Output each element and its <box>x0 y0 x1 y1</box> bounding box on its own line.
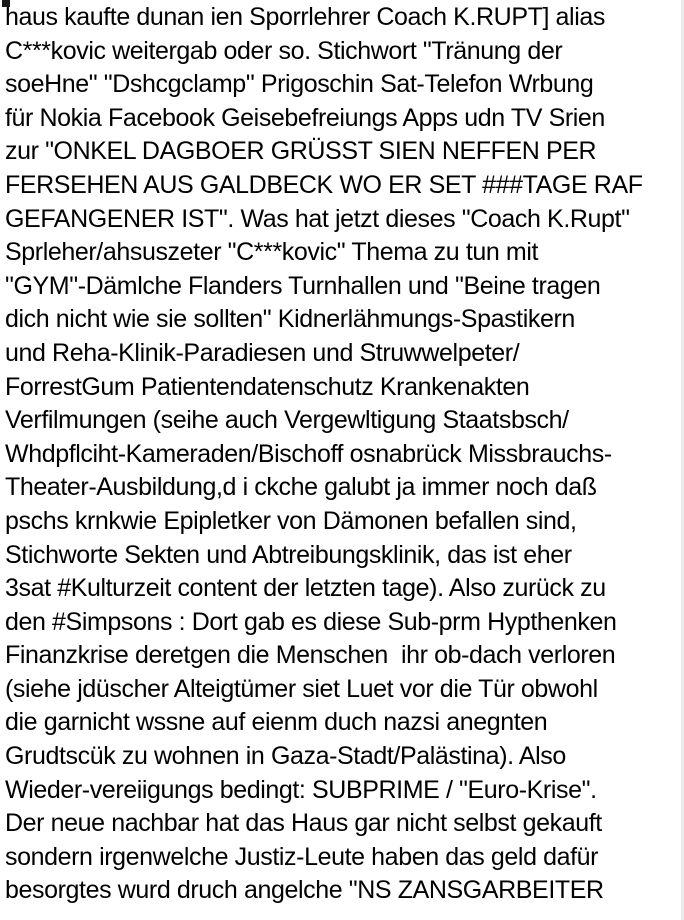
text-line: pschs krnkwie Epipletker von Dämonen befallen sind, <box>5 506 577 535</box>
text-line: Der neue nachbar hat das Haus gar nicht selbst gekauft <box>5 809 602 838</box>
text-line: Stichworte Sekten und Abtreibungsklinik, das ist eher <box>5 540 572 569</box>
text-line: (siehe jdüscher Alteigtümer siet Luet vor die Tür obwohl <box>5 674 598 703</box>
text-line: Whdpflciht-Kameraden/Bischoff osnabrück Missbrauchs- <box>5 439 612 468</box>
text-line: Grudtscük zu wohnen in Gaza-Stadt/Palästina). Also <box>5 742 566 771</box>
text-line: ForrestGum Patientendatenschutz Krankenakten <box>5 372 530 401</box>
text-line: den #Simpsons : Dort gab es diese Sub-prm Hypthenken <box>5 607 617 636</box>
text-line: besorgtes wurd druch angelche "NS ZANSGARBEITER <box>5 876 604 905</box>
text-line: sondern irgenwelche Justiz-Leute haben das geld dafür <box>5 842 599 871</box>
text-line: soeHne" "Dshcgclamp" Prigoschin Sat-Telefon Wrbung <box>5 70 594 99</box>
text-line: FERSEHEN AUS GALDBECK WO ER SET ###TAGE RAF <box>5 170 643 199</box>
text-line: Verfilmungen (seihe auch Vergewltigung Staatsbsch/ <box>5 406 569 435</box>
text-line: "GYM"-Dämlche Flanders Turnhallen und "Beine tragen <box>5 271 601 300</box>
text-line: haus kaufte dunan ien Sporrlehrer Coach K.RUPT] alias <box>5 3 605 31</box>
text-line: Sprleher/ahsuszeter "C***kovic" Thema zu tun mit <box>5 238 539 267</box>
text-line: Wieder-vereiigungs bedingt: SUBPRIME / "Euro-Krise". <box>5 775 597 804</box>
text-line: Finanzkrise deretgen die Menschen ihr ob-dach verloren <box>5 641 616 670</box>
text-body <box>5 1 681 908</box>
text-line: und Reha-Klinik-Paradiesen und Struwwelpeter/ <box>5 338 520 367</box>
text-line: zur "ONKEL DAGBOER GRÜSST SIEN NEFFEN PER <box>5 137 597 166</box>
text-line: die garnicht wssne auf eienm duch nazsi anegnten <box>5 708 548 737</box>
text-line: Theater-Ausbildung,d i ckche galubt ja immer noch daß <box>5 473 597 502</box>
text-line: GEFANGENER IST". Was hat jetzt dieses "Coach K.Rupt" <box>5 204 630 233</box>
text-line: 3sat #Kulturzeit content der letzten tage). Also zurück zu <box>5 574 606 603</box>
text-line: C***kovic weitergab oder so. Stichwort "Tränung der <box>5 36 563 65</box>
text-line: für Nokia Facebook Geisebefreiungs Apps udn TV Srien <box>5 103 605 132</box>
text-line: dich nicht wie sie sollten" Kidnerlähmungs-Spastikern <box>5 305 575 334</box>
